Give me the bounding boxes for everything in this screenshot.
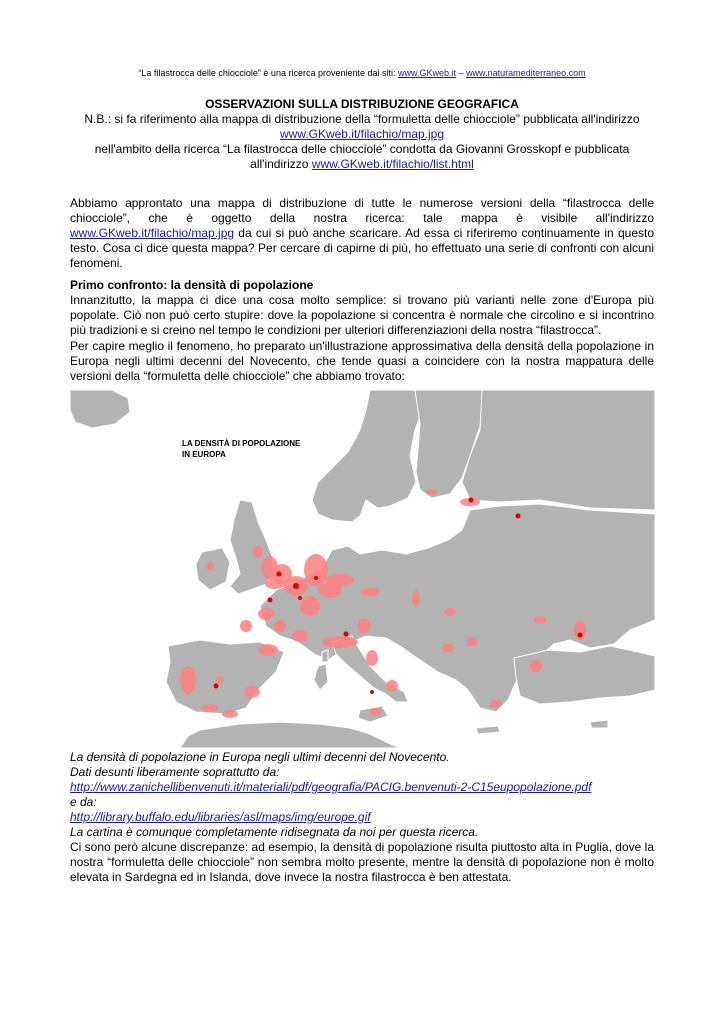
- map-caption: [70, 750, 654, 825]
- intro-text-b: da cui si può anche scaricare. Ad essa ci riferiremo continuamente in questo testo. Cosa ci dice questa mappa? Per cercare di capirne di più, ho effettuato una serie di confronti con alcuni fenomeni.: [70, 226, 654, 270]
- naturamediterraneo-link[interactable]: www.naturamediterraneo.com: [466, 68, 586, 78]
- caption-line3: e da:: [70, 795, 97, 809]
- caption-line2: Dati desunti liberamente soprattutto da:: [70, 765, 280, 779]
- europe-density-map: [70, 390, 655, 748]
- header-note-line2: nell'ambito della ricerca “La filastrocca delle chiocciole” condotta da Giovanni Grosskopf e pubblicata all'indirizzo: [94, 142, 630, 171]
- caption-note: La cartina è comunque completamente ridisegnata da noi per questa ricerca.: [70, 825, 479, 839]
- gkweb-link[interactable]: www.GKweb.it: [398, 68, 457, 78]
- header-note: [70, 112, 654, 172]
- intro-map-link[interactable]: www.GKweb.it/filachio/map.jpg: [70, 226, 235, 240]
- map-title-line2: IN EUROPA: [182, 450, 226, 459]
- intro-paragraph: [70, 196, 654, 271]
- discrepancy-paragraph: Ci sono però alcune discrepanze: ad esempio, la densità di popolazione risulta piuttosto alta in Puglia, dove la nostra “formuletta delle chiocciole” non sembra molto presente, mentre la densità di popolazione non è molto elevata in Sardegna ed in Islanda, dove invece la nostra filastrocca è ben attestata.: [70, 840, 654, 884]
- page-title: OSSERVAZIONI SULLA DISTRIBUZIONE GEOGRAFICA: [205, 97, 519, 111]
- intro-text-a: Abbiamo approntato una mappa di distribuzione di tutte le numerose versioni della “filastrocca delle chiocciole”, che è oggetto della nostra ricerca: tale mappa è visibile all'indirizzo: [70, 196, 654, 225]
- source-note: [0, 68, 724, 78]
- buffalo-link[interactable]: http://library.buffalo.edu/libraries/asl/maps/img/europe.gif: [70, 810, 371, 824]
- source-note-separator: –: [456, 68, 467, 78]
- caption-line1: La densità di popolazione in Europa negli ultimi decenni del Novecento.: [70, 750, 450, 764]
- density-paragraph-2: Per capire meglio il fenomeno, ho preparato un'illustrazione approssimativa della densità della popolazione in Europa negli ultimi decenni del Novecento, che tende quasi a coincidere con la nostra mappatura delle versioni della “formuletta delle chiocciole” che abbiamo trovato:: [70, 339, 654, 383]
- section-title-density: Primo confronto: la densità di popolazione: [70, 278, 314, 292]
- map-land: [70, 390, 655, 748]
- header-note-line1: N.B.: si fa riferimento alla mappa di distribuzione della “formuletta delle chiocciole” pubblicata all'indirizzo: [84, 112, 640, 126]
- map-link[interactable]: www.GKweb.it/filachio/map.jpg: [279, 127, 445, 141]
- source-note-text: “La filastrocca delle chiocciole” è una ricerca proveniente dai siti:: [138, 68, 399, 78]
- zanichelli-link[interactable]: http://www.zanichellibenvenuti.it/materiali/pdf/geografia/PACIG.benvenuti-2-C15eupopolazione.pdf: [70, 780, 592, 794]
- map-title-line1: LA DENSITÀ DI POPOLAZIONE: [182, 439, 301, 448]
- list-link[interactable]: www.GKweb.it/filachio/list.html: [311, 157, 474, 171]
- document-header: [70, 97, 654, 172]
- density-paragraph-1: Innanzitutto, la mappa ci dice una cosa molto semplice: si trovano più varianti nelle zone d'Europa più popolate. Ciò non può certo stupire: dove la popolazione si concentra è normale che circolino e si incontrino più tradizioni e si creino nel tempo le condizioni per ulteriori differenziazioni della nostra “filastrocca”.: [70, 293, 654, 337]
